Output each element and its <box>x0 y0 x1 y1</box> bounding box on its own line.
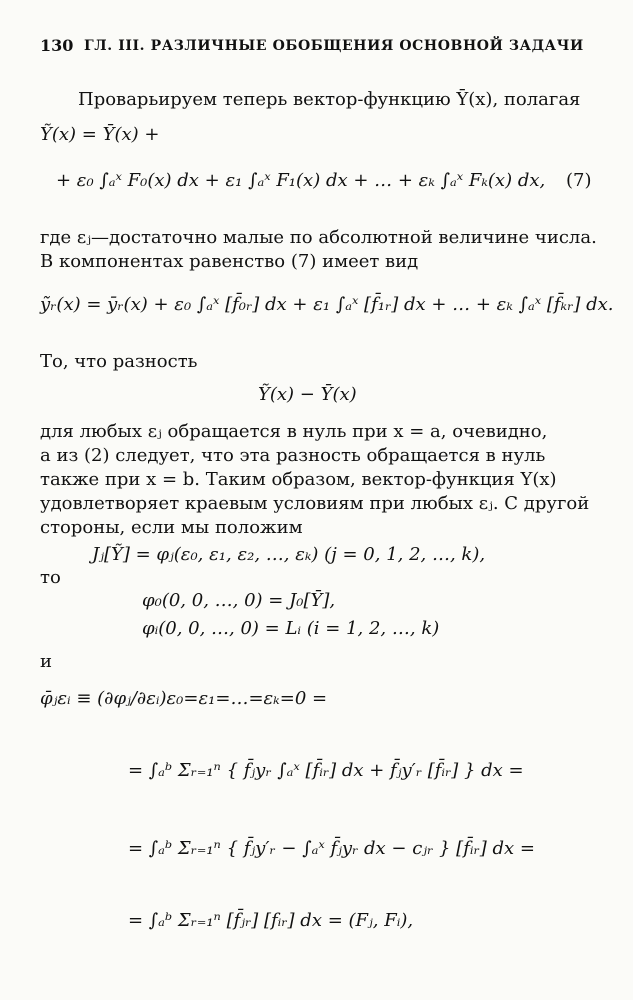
paragraph-4-line-3: также при x = b. Таким образом, вектор-функция Y(x) <box>40 469 557 490</box>
equation-phi-i: φᵢ(0, 0, …, 0) = Lᵢ (i = 1, 2, …, k) <box>142 618 440 639</box>
paragraph-2-line-1: где εⱼ—достаточно малые по абсолютной величине числа. <box>40 227 597 248</box>
paragraph-4-line-4: удовлетворяет краевым условиям при любых εⱼ. С другой <box>40 493 590 514</box>
paragraph-4-line-1: для любых εⱼ обращается в нуль при x = a, очевидно, <box>40 421 548 442</box>
word-to: то <box>40 567 61 588</box>
equation-difference: Ỹ(x) − Ȳ(x) <box>258 384 357 405</box>
paragraph-3: То, что разность <box>40 351 198 372</box>
paragraph-1: Проварьируем теперь вектор-функцию Ȳ(x), полагая <box>78 89 581 110</box>
equation-derivative-4: = ∫ₐᵇ Σᵣ₌₁ⁿ [f̄ⱼᵣ] [fᵢᵣ] dx = (Fⱼ, Fᵢ), <box>128 910 414 931</box>
equation-derivative-1: φ̄ⱼεᵢ ≡ (∂φⱼ/∂εᵢ)ε₀=ε₁=…=εₖ=0 = <box>40 688 328 709</box>
running-title: ГЛ. III. РАЗЛИЧНЫЕ ОБОБЩЕНИЯ ОСНОВНОЙ ЗАДАЧИ <box>84 38 584 54</box>
equation-derivative-2: = ∫ₐᵇ Σᵣ₌₁ⁿ { f̄ⱼyᵣ ∫ₐˣ [f̄ᵢᵣ] dx + f̄ⱼy′ᵣ [f̄ᵢᵣ] } dx = <box>128 760 524 781</box>
word-i: и <box>40 651 52 672</box>
paragraph-4-line-5: стороны, если мы положим <box>40 517 303 538</box>
equation-components: ỹᵣ(x) = ȳᵣ(x) + ε₀ ∫ₐˣ [f̄₀ᵣ] dx + ε₁ ∫ₐˣ [f̄₁ᵣ] dx + … + εₖ ∫ₐˣ [f̄ₖᵣ] dx. <box>40 294 614 315</box>
equation-phi-0: φ₀(0, 0, …, 0) = J₀[Ȳ], <box>142 590 336 611</box>
equation-J: Jⱼ[Ỹ] = φⱼ(ε₀, ε₁, ε₂, …, εₖ) (j = 0, 1, 2, …, k), <box>92 544 486 565</box>
equation-7-number: (7) <box>566 170 592 191</box>
equation-7-line-2: + ε₀ ∫ₐˣ F₀(x) dx + ε₁ ∫ₐˣ F₁(x) dx + … + εₖ ∫ₐˣ Fₖ(x) dx, <box>56 170 546 191</box>
equation-derivative-3: = ∫ₐᵇ Σᵣ₌₁ⁿ { f̄ⱼy′ᵣ − ∫ₐˣ f̄ⱼyᵣ dx − cⱼᵣ } [f̄ᵢᵣ] dx = <box>128 838 535 859</box>
paragraph-4-line-2: а из (2) следует, что эта разность обращается в нуль <box>40 445 546 466</box>
page-number: 130 <box>40 36 74 55</box>
paragraph-2-line-2: В компонентах равенство (7) имеет вид <box>40 251 419 272</box>
equation-7-line-1: Ỹ(x) = Ȳ(x) + <box>40 124 160 145</box>
